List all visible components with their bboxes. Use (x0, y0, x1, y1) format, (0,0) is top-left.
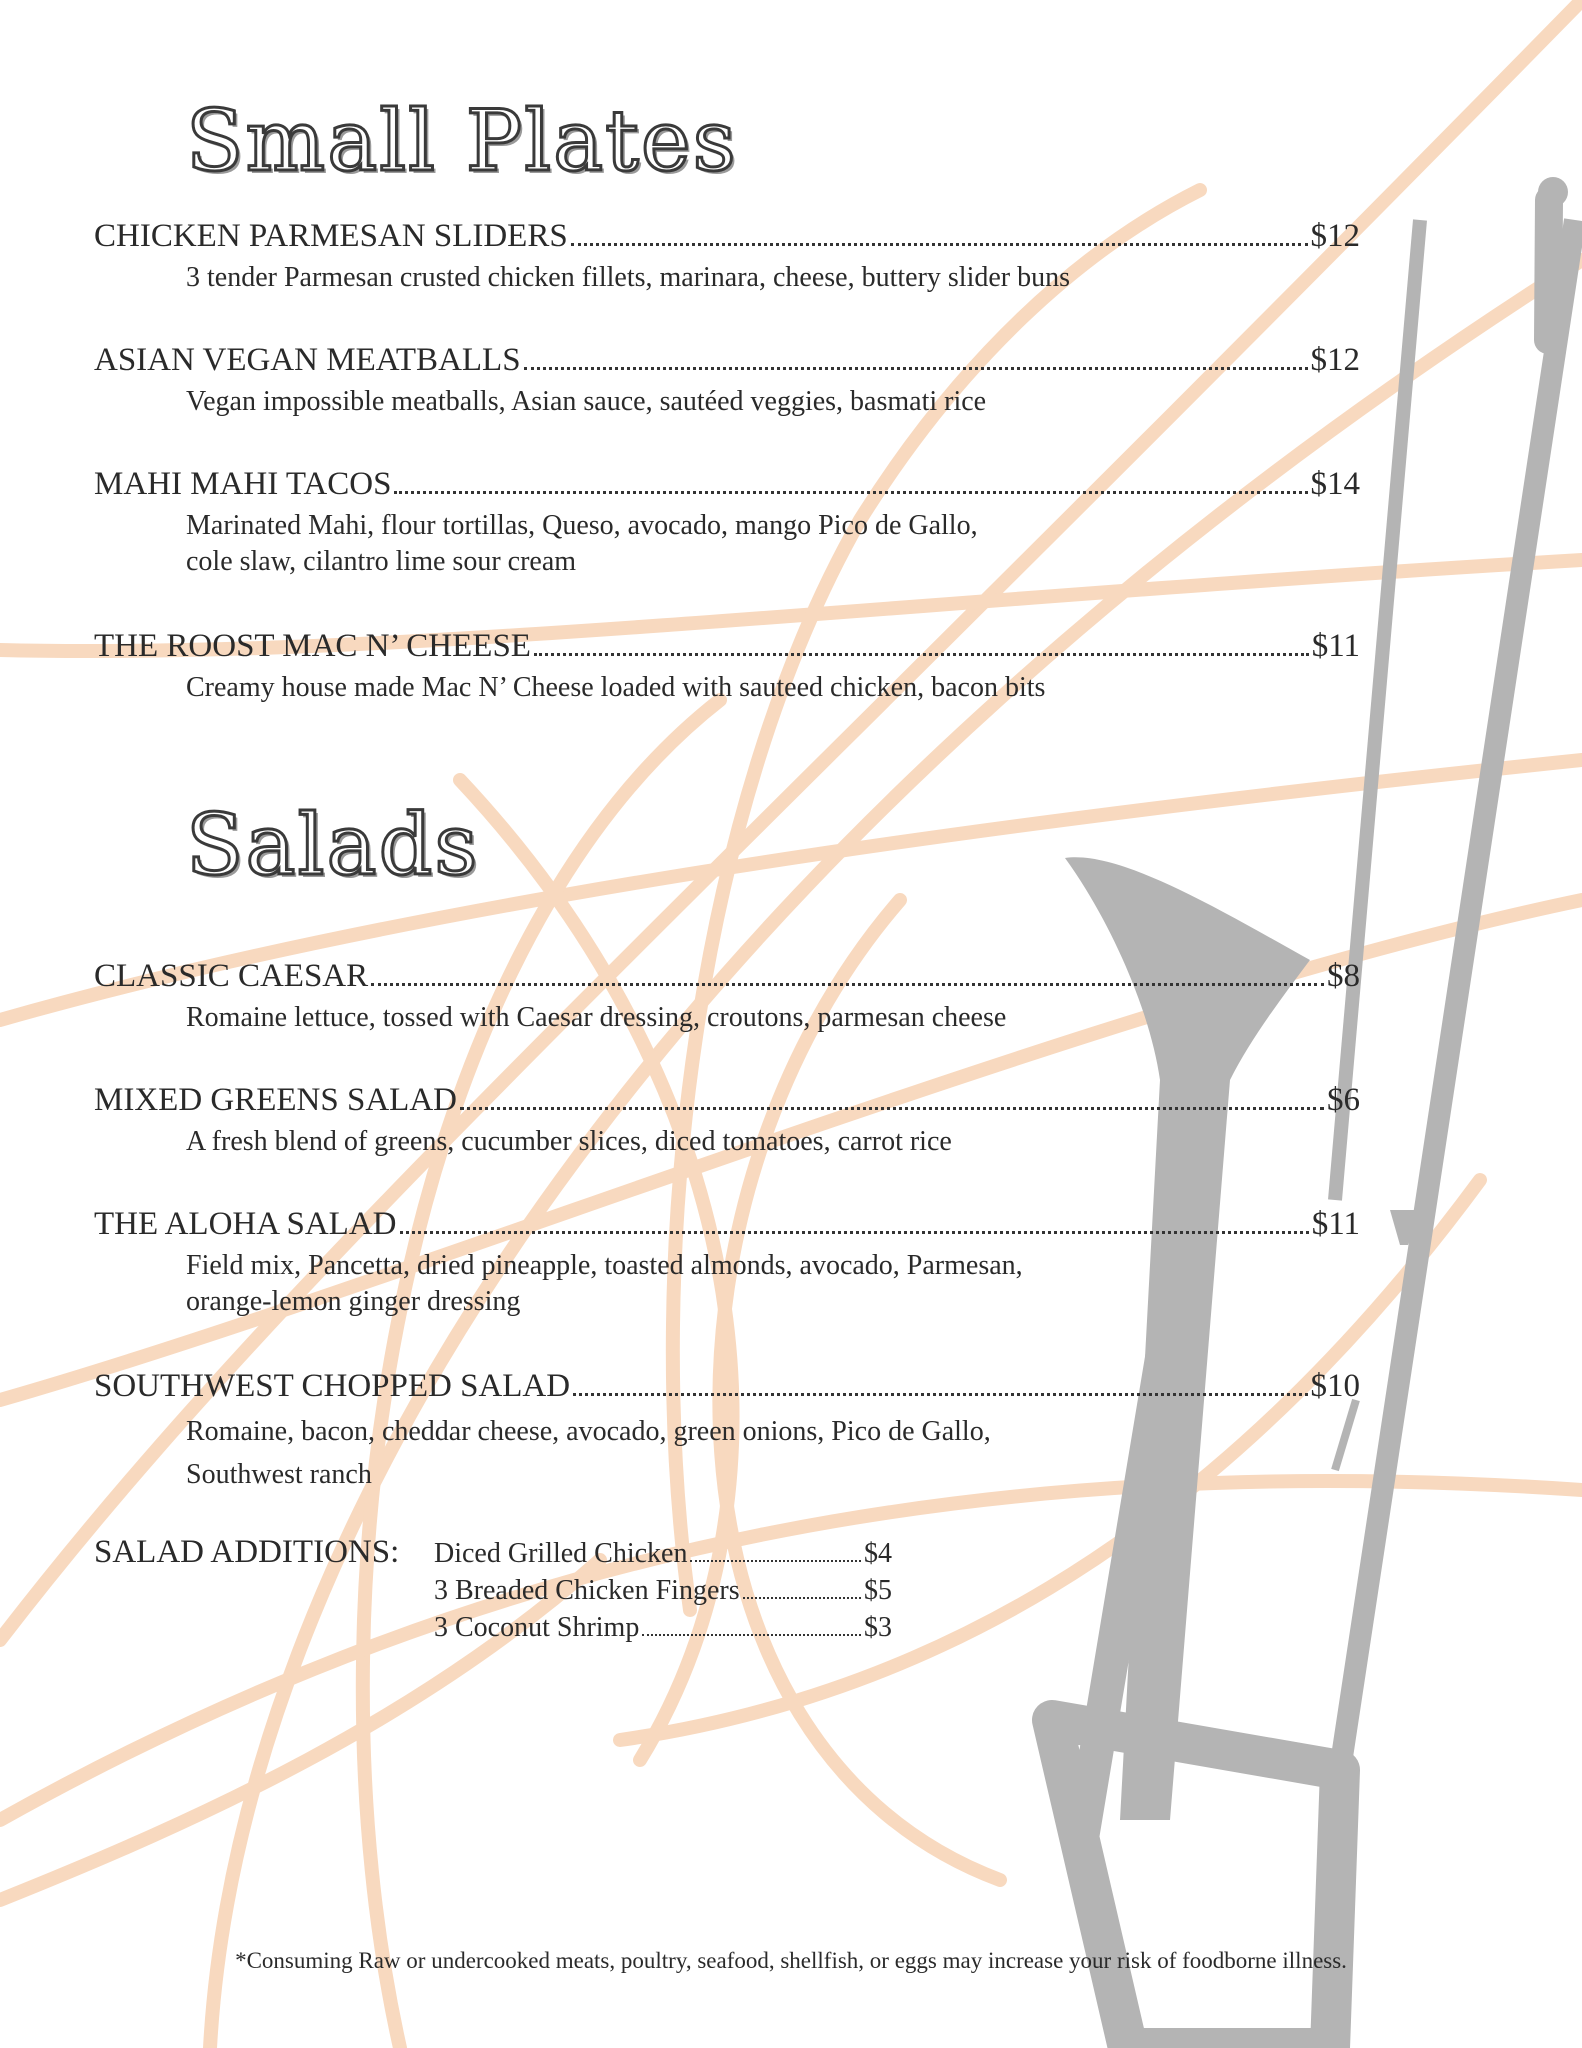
item-price: $8 (1327, 958, 1360, 994)
salad-additions-label: SALAD ADDITIONS: (94, 1534, 400, 1570)
menu-item-roost-mac-n-cheese (94, 626, 1360, 706)
addition-name: 3 Breaded Chicken Fingers (434, 1575, 740, 1606)
addition-name: Diced Grilled Chicken (434, 1538, 688, 1569)
dot-leader (571, 243, 1308, 246)
dot-leader (534, 653, 1309, 656)
dot-leader (394, 491, 1307, 494)
dot-leader (573, 1393, 1307, 1396)
item-name: ASIAN VEGAN MEATBALLS (94, 342, 521, 378)
item-name: MIXED GREENS SALAD (94, 1082, 457, 1118)
item-description: 3 tender Parmesan crusted chicken fillets, marinara, cheese, buttery slider buns (186, 262, 1071, 293)
item-price: $10 (1310, 1368, 1360, 1404)
addition-price: $5 (864, 1575, 892, 1606)
addition-item (434, 1609, 892, 1646)
item-price: $14 (1310, 466, 1360, 502)
item-price: $12 (1310, 218, 1360, 254)
item-description: Vegan impossible meatballs, Asian sauce, sautéed veggies, basmati rice (186, 386, 987, 417)
dot-leader (524, 367, 1308, 370)
item-name: MAHI MAHI TACOS (94, 466, 392, 502)
menu-item-aloha-salad (94, 1204, 1360, 1320)
item-price: $6 (1327, 1082, 1360, 1118)
addition-price: $3 (864, 1612, 892, 1643)
foodborne-illness-disclaimer: *Consuming Raw or undercooked meats, poultry, seafood, shellfish, or eggs may increase your risk of foodborne illness. (235, 1948, 1347, 1973)
item-description: A fresh blend of greens, cucumber slices, diced tomatoes, carrot rice (186, 1126, 952, 1157)
item-name: THE ALOHA SALAD (94, 1206, 397, 1242)
menu-item-mahi-mahi-tacos (94, 464, 1360, 580)
item-price: $12 (1310, 342, 1360, 378)
item-price: $11 (1311, 1206, 1360, 1242)
menu-item-mixed-greens-salad (94, 1080, 1360, 1160)
small-plates-title: Small Plates (186, 92, 738, 190)
dot-leader (690, 1560, 861, 1562)
item-price: $11 (1311, 628, 1360, 664)
addition-item (434, 1572, 892, 1609)
item-name: CLASSIC CAESAR (94, 958, 369, 994)
dot-leader (371, 983, 1324, 986)
menu-item-chicken-parmesan-sliders (94, 216, 1360, 296)
item-name: THE ROOST MAC N’ CHEESE (94, 628, 531, 664)
dot-leader (400, 1231, 1309, 1234)
menu-item-asian-vegan-meatballs (94, 340, 1360, 420)
item-name: CHICKEN PARMESAN SLIDERS (94, 218, 568, 254)
dot-leader (460, 1107, 1324, 1110)
menu-item-southwest-chopped-salad (94, 1366, 1360, 1496)
salads-title: Salads (186, 796, 480, 894)
salad-additions-list (434, 1532, 892, 1646)
item-description: Romaine lettuce, tossed with Caesar dressing, croutons, parmesan cheese (186, 1002, 1007, 1033)
menu-item-classic-caesar (94, 956, 1360, 1036)
item-description: Field mix, Pancetta, dried pineapple, toasted almonds, avocado, Parmesan, orange-lemon ginger dressing (186, 1250, 1023, 1317)
item-description: Romaine, bacon, cheddar cheese, avocado, green onions, Pico de Gallo, Southwest ranch (186, 1416, 991, 1490)
dot-leader (642, 1634, 861, 1636)
addition-name: 3 Coconut Shrimp (434, 1612, 640, 1643)
addition-price: $4 (864, 1538, 892, 1569)
salad-additions (94, 1532, 892, 1646)
addition-item (434, 1535, 892, 1572)
item-name: SOUTHWEST CHOPPED SALAD (94, 1368, 571, 1404)
dot-leader (743, 1597, 861, 1599)
item-description: Creamy house made Mac N’ Cheese loaded with sauteed chicken, bacon bits (186, 672, 1046, 703)
item-description: Marinated Mahi, flour tortillas, Queso, avocado, mango Pico de Gallo, cole slaw, cilantro lime sour cream (186, 510, 978, 577)
